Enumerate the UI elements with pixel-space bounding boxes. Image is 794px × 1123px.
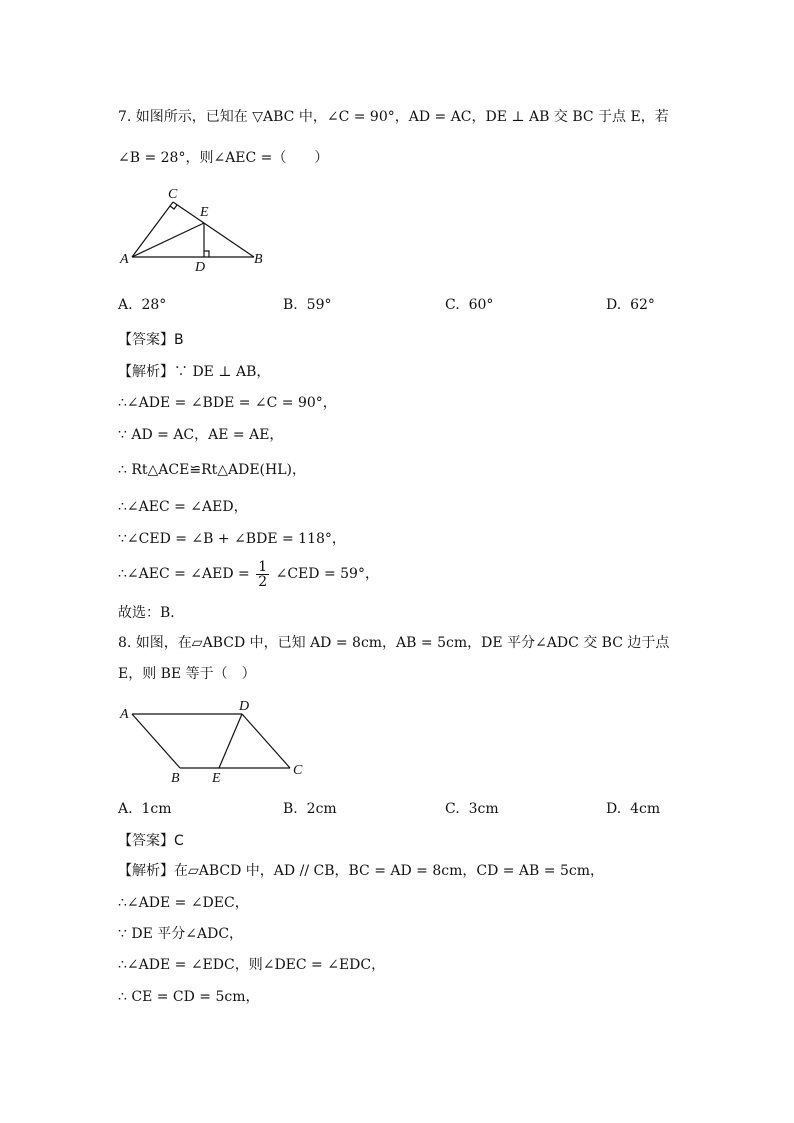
q8-analysis-line: ∴∠ADE = ∠DEC， [118, 895, 249, 911]
q7-label-a: A [120, 252, 129, 267]
q8-label-c: C [293, 763, 303, 778]
q7-analysis-line: ∵∠CED = ∠B + ∠BDE = 118°， [118, 531, 346, 547]
q7-option-d[interactable]: D. 62° [606, 297, 655, 313]
fraction-one-half: $\frac{1}{2}$ [258, 558, 268, 590]
q7-analysis-fraction-line: ∴∠AEC = ∠AED = $\frac{1}{2}$ ∠CED = 59°， [118, 558, 379, 590]
q7-analysis-line: ∴ Rt△ACE≌Rt△ADE(HL)， [118, 462, 306, 478]
q7-analysis-line: 【解析】∵ DE ⊥ AB， [118, 364, 271, 380]
q8-option-b[interactable]: B. 2cm [283, 801, 337, 817]
q8-label-e: E [212, 771, 221, 786]
q8-parallelogram-figure [118, 698, 318, 788]
q8-option-a[interactable]: A. 1cm [118, 801, 172, 817]
q7-choose: 故选：B． [118, 605, 185, 621]
q7-label-e: E [200, 205, 209, 220]
q7-stem-line2: ∠B = 28°，则∠AEC =（ ） [118, 150, 329, 166]
q7-stem-line1: 7. 如图所示，已知在 ▽ABC 中，∠C = 90°，AD = AC，DE ⊥ AB 交 BC 于点 E，若 [118, 109, 669, 125]
q8-stem-line2: E，则 BE 等于（ ） [118, 666, 256, 682]
q7-label-d: D [195, 260, 206, 275]
q8-answer: 【答案】C [118, 833, 184, 849]
q8-analysis-line: ∴ CE = CD = 5cm， [118, 989, 260, 1005]
q8-label-d: D [239, 699, 250, 714]
q7-label-c: C [168, 187, 178, 202]
q8-analysis-line: ∴∠ADE = ∠EDC，则∠DEC = ∠EDC， [118, 957, 386, 973]
q7-answer: 【答案】B [118, 332, 184, 348]
q8-analysis-line: ∵ DE 平分∠ADC， [118, 926, 244, 942]
q7-label-b: B [254, 252, 263, 267]
q7-triangle-figure [118, 185, 268, 275]
q7-analysis-line: ∴∠ADE = ∠BDE = ∠C = 90°， [118, 395, 337, 411]
q8-stem-line1: 8. 如图，在▱ABCD 中，已知 AD = 8cm，AB = 5cm，DE 平分∠ADC 交 BC 边于点 [118, 635, 670, 651]
q8-label-a: A [120, 707, 129, 722]
q7-option-a[interactable]: A. 28° [118, 297, 167, 313]
q8-analysis-line: 【解析】在▱ABCD 中，AD // CB，BC = AD = 8cm，CD = AB = 5cm， [118, 863, 604, 879]
q7-analysis-line: ∵ AD = AC，AE = AE， [118, 427, 284, 443]
q8-option-d[interactable]: D. 4cm [606, 801, 661, 817]
q7-analysis-line: ∴∠AEC = ∠AED， [118, 499, 248, 515]
q8-option-c[interactable]: C. 3cm [445, 801, 499, 817]
q8-label-b: B [171, 771, 180, 786]
q7-option-c[interactable]: C. 60° [445, 297, 494, 313]
q7-option-b[interactable]: B. 59° [283, 297, 332, 313]
